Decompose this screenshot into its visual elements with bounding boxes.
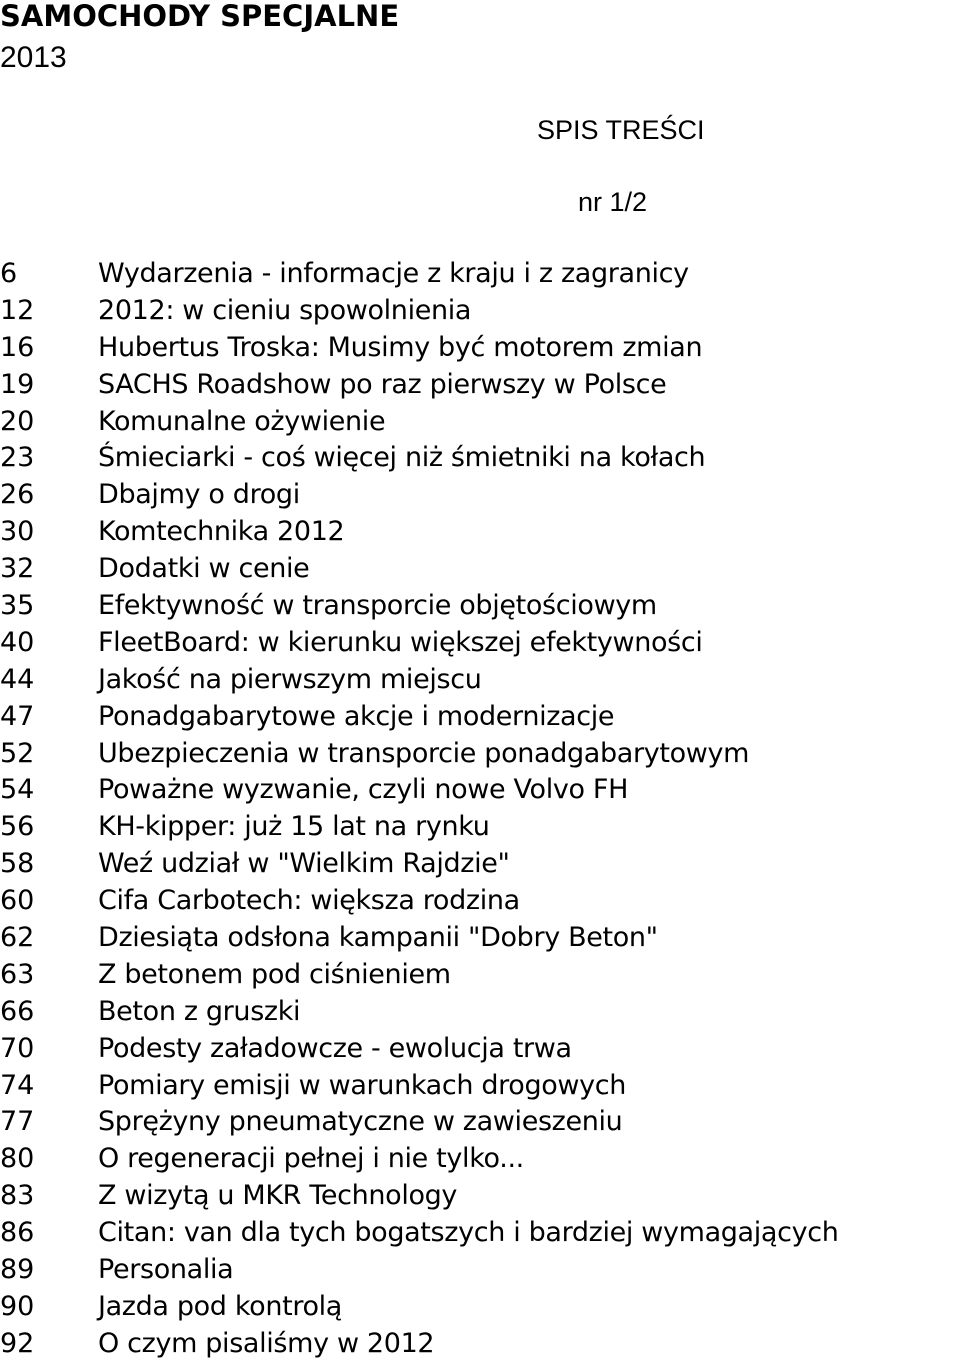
toc-page-number: 77 [0,1106,35,1138]
toc-page-number: 12 [0,294,35,326]
toc-article-title: Hubertus Troska: Musimy być motorem zmian [98,331,703,363]
toc-page-number: 54 [0,774,35,806]
toc-entry[interactable] [0,846,960,883]
toc-entry[interactable] [0,772,960,809]
toc-entry[interactable] [0,551,960,588]
magazine-title: SAMOCHODY SPECJALNE [0,0,400,33]
toc-entry[interactable] [0,1215,960,1252]
toc-page-number: 66 [0,995,35,1027]
toc-page-number: 80 [0,1143,35,1175]
toc-entry[interactable] [0,809,960,846]
toc-entry[interactable] [0,330,960,367]
toc-article-title: Podesty załadowcze - ewolucja trwa [98,1032,572,1064]
toc-article-title: Ubezpieczenia w transporcie ponadgabarytowym [98,737,750,769]
issue-year: 2013 [0,41,67,74]
toc-entry[interactable] [0,293,960,330]
toc-entry[interactable] [0,514,960,551]
toc-page-number: 19 [0,368,35,400]
toc-page-number: 30 [0,516,35,548]
toc-article-title: O regeneracji pełnej i nie tylko... [98,1143,524,1175]
toc-entry[interactable] [0,625,960,662]
toc-entry[interactable] [0,994,960,1031]
toc-article-title: Z wizytą u MKR Technology [98,1180,458,1212]
toc-article-title: Z betonem pod ciśnieniem [98,958,451,990]
toc-article-title: Dziesiąta odsłona kampanii "Dobry Beton" [98,922,658,954]
toc-page-number: 89 [0,1254,35,1286]
toc-article-title: Ponadgabarytowe akcje i modernizacje [98,700,615,732]
toc-page-number: 35 [0,590,35,622]
toc-page-number: 58 [0,848,35,880]
toc-article-title: Pomiary emisji w warunkach drogowych [98,1069,627,1101]
toc-article-title: Jazda pod kontrolą [98,1290,342,1322]
toc-entry[interactable] [0,1289,960,1326]
toc-page-number: 63 [0,958,35,990]
toc-page-number: 6 [0,258,18,289]
toc-article-title: Sprężyny pneumatyczne w zawieszeniu [98,1106,623,1138]
toc-page-number: 44 [0,663,35,695]
toc-page-number: 16 [0,331,35,363]
toc-page-number: 47 [0,700,35,732]
toc-entry[interactable] [0,883,960,920]
toc-page-number: 26 [0,479,35,511]
toc-entry[interactable] [0,440,960,477]
toc-article-title: Śmieciarki - coś więcej niż śmietniki na kołach [98,442,706,474]
toc-page-number: 92 [0,1327,35,1359]
toc-article-title: Efektywność w transporcie objętościowym [98,590,657,622]
toc-article-title: Cifa Carbotech: większa rodzina [98,885,520,917]
toc-page-number: 90 [0,1290,35,1322]
toc-entry[interactable] [0,662,960,699]
toc-page-number: 86 [0,1217,35,1249]
toc-article-title: Dodatki w cenie [98,553,310,585]
toc-article-title: KH-kipper: już 15 lat na rynku [98,811,490,843]
toc-list [0,256,960,1363]
toc-article-title: FleetBoard: w kierunku większej efektywności [98,626,703,658]
toc-entry[interactable] [0,699,960,736]
toc-page-number: 74 [0,1069,35,1101]
toc-heading: SPIS TREŚCI [537,115,705,145]
toc-entry[interactable] [0,1104,960,1141]
toc-entry[interactable] [0,1141,960,1178]
toc-article-title: Wydarzenia - informacje z kraju i z zagranicy [98,258,689,289]
toc-article-title: O czym pisaliśmy w 2012 [98,1327,435,1359]
toc-page-number: 60 [0,885,35,917]
toc-entry[interactable] [0,1068,960,1105]
toc-entry[interactable] [0,1252,960,1289]
toc-page-number: 20 [0,405,35,437]
toc-entry[interactable] [0,920,960,957]
toc-article-title: Poważne wyzwanie, czyli nowe Volvo FH [98,774,629,806]
issue-number: nr 1/2 [578,187,648,217]
toc-article-title: Dbajmy o drogi [98,479,300,511]
toc-page-number: 40 [0,626,35,658]
toc-entry[interactable] [0,588,960,625]
toc-entry[interactable] [0,736,960,773]
toc-page-number: 56 [0,811,35,843]
toc-entry[interactable] [0,1326,960,1363]
toc-page-number: 70 [0,1032,35,1064]
toc-article-title: Komunalne ożywienie [98,405,386,437]
toc-entry[interactable] [0,1031,960,1068]
toc-entry[interactable] [0,367,960,404]
toc-entry[interactable] [0,256,960,293]
toc-article-title: Komtechnika 2012 [98,516,345,548]
toc-article-title: Citan: van dla tych bogatszych i bardziej wymagających [98,1217,839,1249]
toc-entry[interactable] [0,957,960,994]
toc-page-number: 23 [0,442,35,474]
toc-page-number: 32 [0,553,35,585]
toc-article-title: Weź udział w "Wielkim Rajdzie" [98,848,510,880]
toc-entry[interactable] [0,477,960,514]
toc-page-number: 62 [0,922,35,954]
toc-page-number: 83 [0,1180,35,1212]
toc-article-title: Beton z gruszki [98,995,301,1027]
toc-article-title: 2012: w cieniu spowolnienia [98,294,472,326]
toc-article-title: Jakość na pierwszym miejscu [98,663,482,695]
toc-entry[interactable] [0,1178,960,1215]
toc-entry[interactable] [0,404,960,441]
toc-page-number: 52 [0,737,35,769]
toc-article-title: Personalia [98,1254,234,1286]
toc-article-title: SACHS Roadshow po raz pierwszy w Polsce [98,368,667,400]
